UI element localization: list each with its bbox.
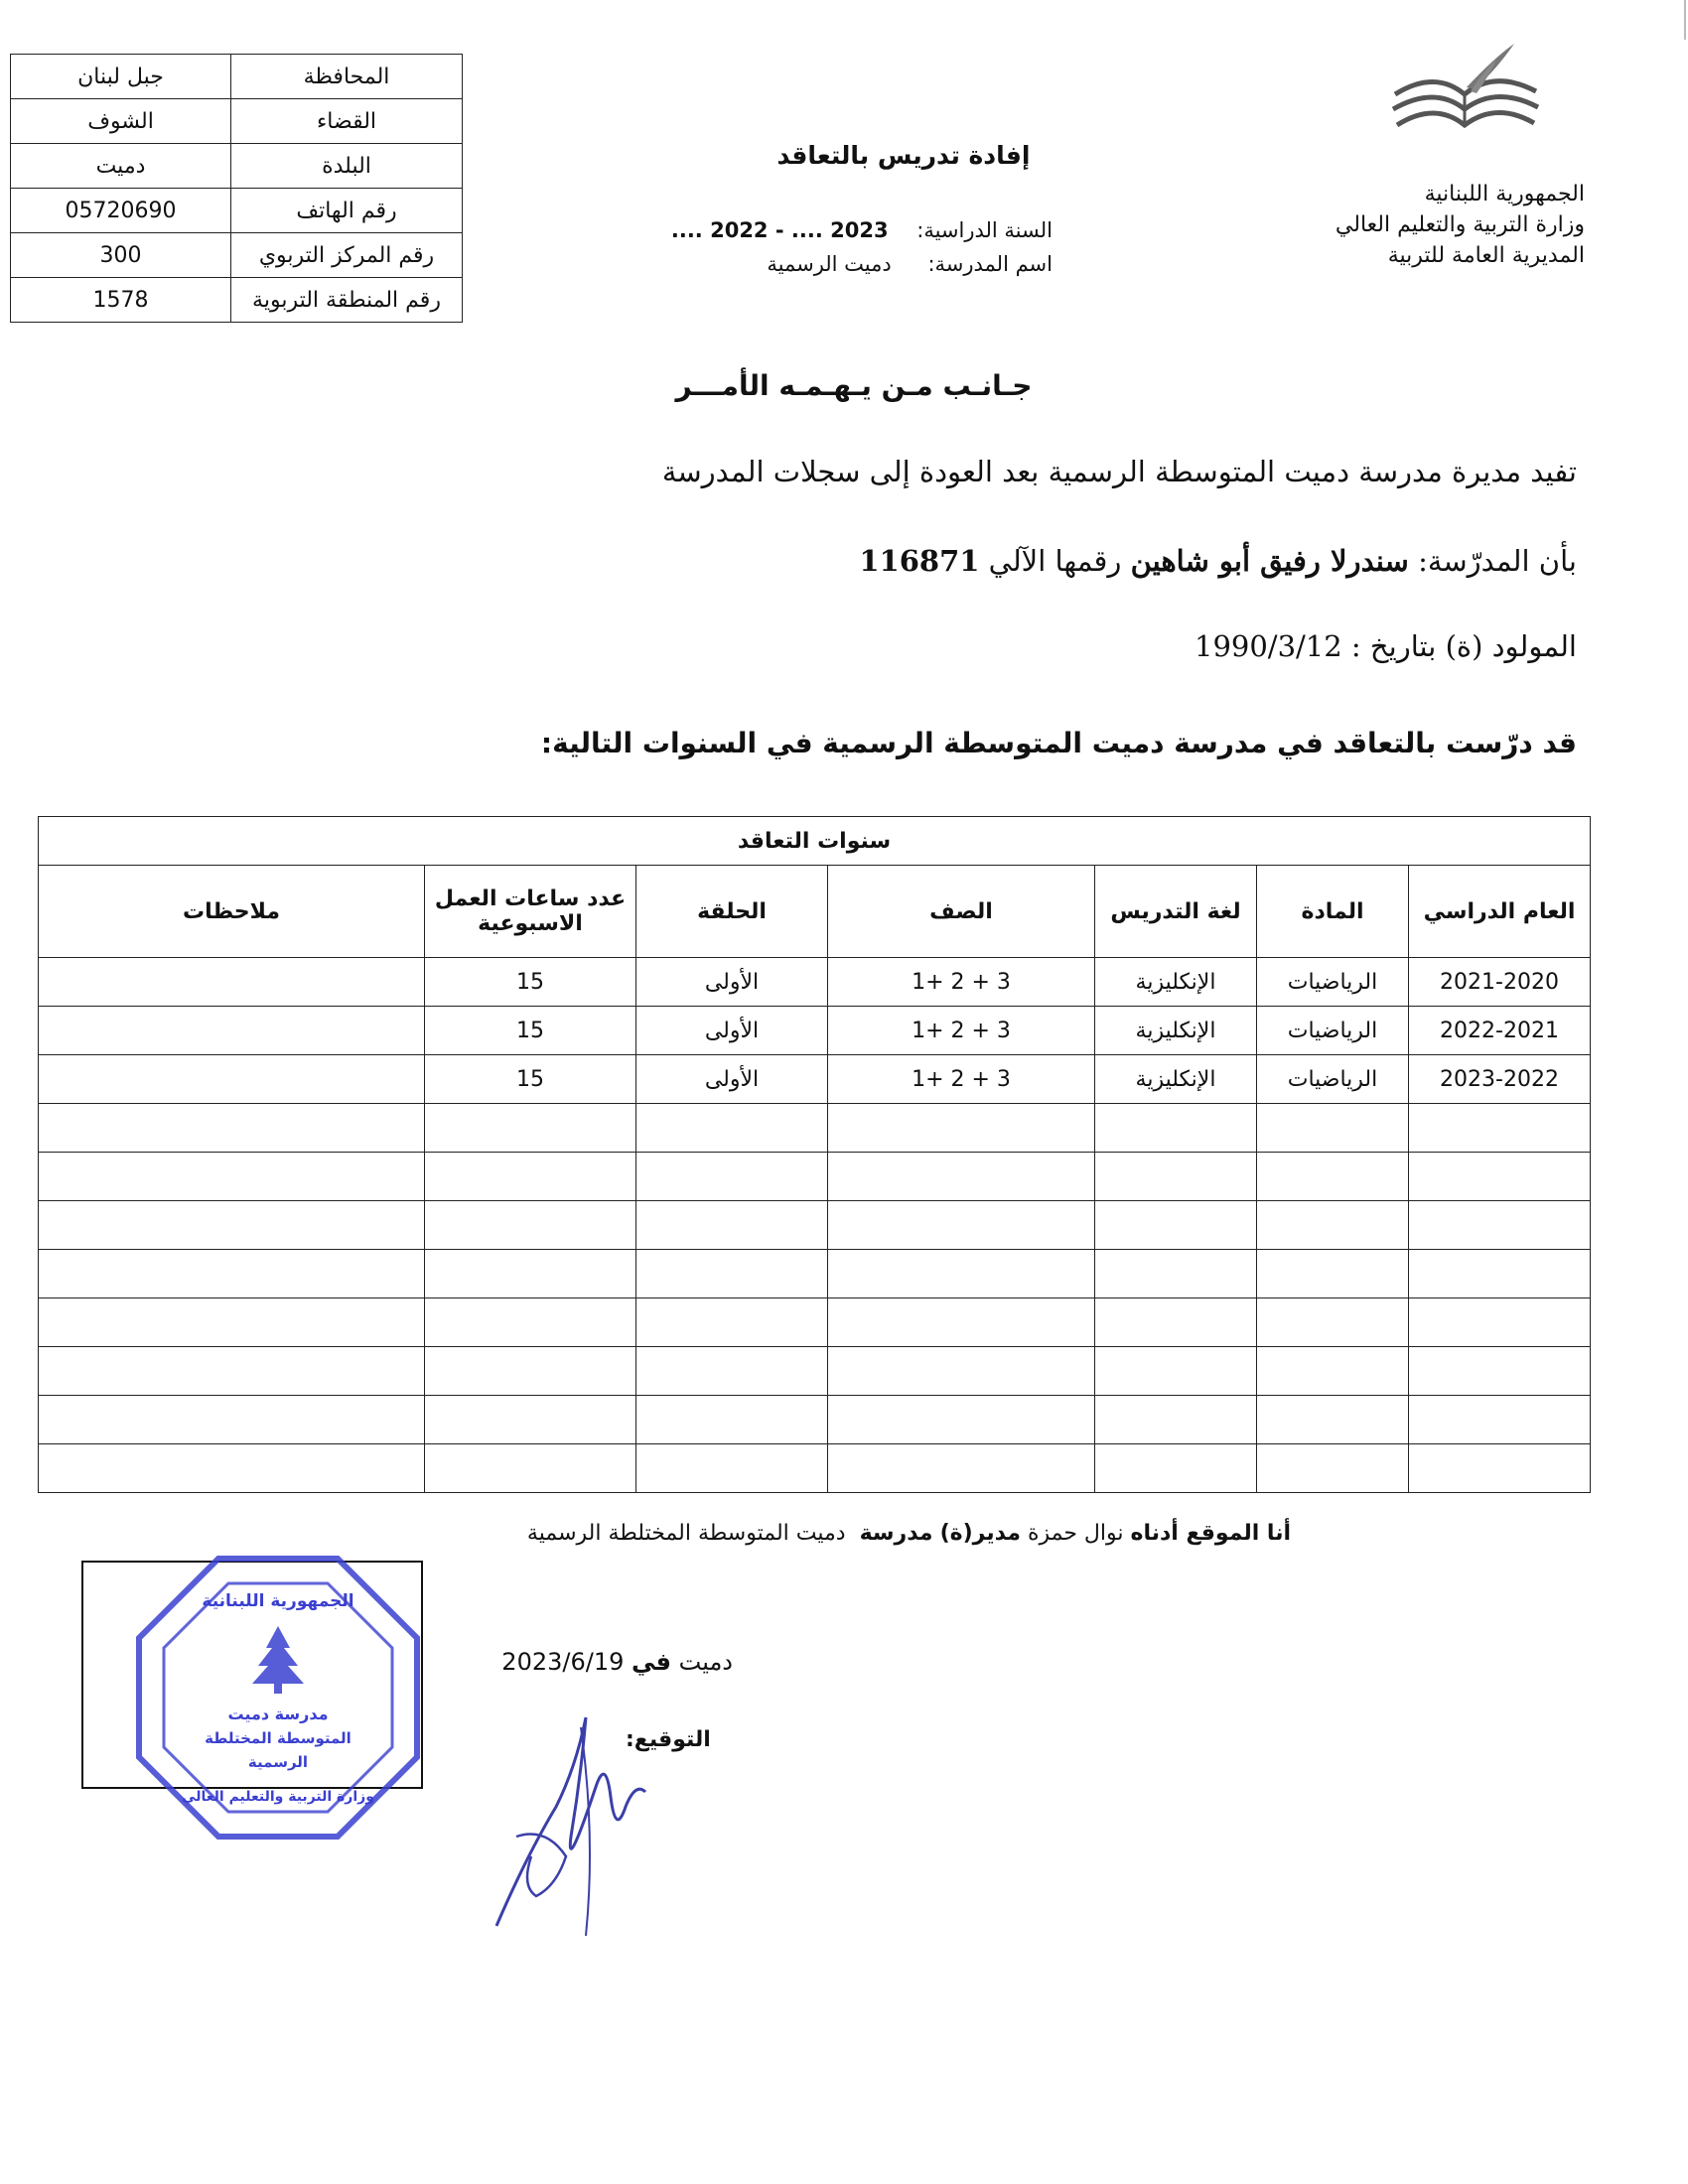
scan-edge (1684, 0, 1686, 40)
table-caption: سنوات التعاقد (39, 817, 1591, 866)
principal-role: مدير(ة) (939, 1521, 1021, 1546)
table-cell: الأولى (636, 958, 828, 1007)
info-label: رقم المنطقة التربوية (231, 278, 463, 323)
table-cell (425, 1104, 636, 1153)
declaration-prefix: أنا الموقع أدناه (1130, 1521, 1291, 1546)
table-cell (39, 1347, 425, 1396)
info-value: جبل لبنان (11, 55, 231, 99)
table-cell (39, 1201, 425, 1250)
info-label: القضاء (231, 99, 463, 144)
table-cell (636, 1250, 828, 1298)
declaration-line (318, 1521, 1291, 1546)
table-cell: 15 (425, 958, 636, 1007)
republic-name: الجمهورية اللبنانية (1424, 182, 1585, 206)
table-cell (828, 1347, 1095, 1396)
table-cell (39, 1104, 425, 1153)
table-cell (636, 1201, 828, 1250)
table-cell: الرياضيات (1257, 1055, 1409, 1104)
empty-table-row (39, 1298, 1591, 1347)
table-cell: 2021-2020 (1409, 958, 1591, 1007)
empty-table-row (39, 1201, 1591, 1250)
stamp-republic: الجمهورية اللبنانية (202, 1591, 354, 1611)
table-cell (39, 1055, 425, 1104)
school-year-value: .... 2022 - .... 2023 (670, 218, 889, 242)
birth-date-line: المولود (ة) بتاريخ : 1990/3/12 (1195, 629, 1577, 663)
table-cell: 2023-2022 (1409, 1055, 1591, 1104)
column-header: العام الدراسي (1409, 866, 1591, 958)
info-row (11, 233, 463, 278)
table-cell (39, 1250, 425, 1298)
column-header: المادة (1257, 866, 1409, 958)
school-year-label: السنة الدراسية: (916, 218, 1053, 242)
place-date-line (475, 1648, 733, 1676)
column-header: عدد ساعات العمل الاسبوعية (425, 866, 636, 958)
info-row (11, 278, 463, 323)
empty-table-row (39, 1396, 1591, 1444)
info-label: المحافظة (231, 55, 463, 99)
table-cell (1095, 1104, 1257, 1153)
table-cell (425, 1153, 636, 1201)
table-cell (1257, 1153, 1409, 1201)
document-title: إفادة تدريس بالتعاقد (776, 141, 1031, 170)
table-cell (1409, 1153, 1591, 1201)
table-cell (636, 1347, 828, 1396)
school-year-line (576, 218, 1053, 242)
stamp-school: مدرسة دميت (227, 1705, 329, 1723)
principal-name: نوال حمزة (1027, 1521, 1124, 1546)
official-stamp-icon (119, 1539, 437, 1856)
table-cell: الإنكليزية (1095, 958, 1257, 1007)
table-cell (1257, 1444, 1409, 1493)
empty-table-row (39, 1444, 1591, 1493)
table-cell: الأولى (636, 1055, 828, 1104)
table-cell (828, 1396, 1095, 1444)
table-cell (828, 1104, 1095, 1153)
table-cell (39, 1396, 425, 1444)
table-cell (828, 1444, 1095, 1493)
table-cell (425, 1201, 636, 1250)
table-row (39, 958, 1591, 1007)
table-cell: الإنكليزية (1095, 1055, 1257, 1104)
table-cell: 15 (425, 1007, 636, 1055)
location-info-table (10, 54, 463, 323)
teacher-line (385, 544, 1577, 578)
info-label: رقم الهاتف (231, 189, 463, 233)
info-row (11, 99, 463, 144)
table-row (39, 1007, 1591, 1055)
stamp-public: الرسمية (247, 1753, 309, 1771)
table-cell (39, 1153, 425, 1201)
table-cell (1095, 1396, 1257, 1444)
table-cell (828, 1298, 1095, 1347)
table-cell: الرياضيات (1257, 1007, 1409, 1055)
info-value: 300 (11, 233, 231, 278)
table-cell (1095, 1298, 1257, 1347)
handwritten-signature-icon (487, 1688, 655, 1936)
table-row (39, 1055, 1591, 1104)
table-cell (425, 1347, 636, 1396)
empty-table-row (39, 1104, 1591, 1153)
taught-years-line: قد درّست بالتعاقد في مدرسة دميت المتوسطة الرسمية في السنوات التالية: (540, 727, 1577, 759)
teacher-id: 116871 (859, 544, 980, 578)
table-cell (1409, 1444, 1591, 1493)
table-cell (1409, 1201, 1591, 1250)
table-cell (1257, 1250, 1409, 1298)
table-cell (1257, 1396, 1409, 1444)
table-cell (1409, 1347, 1591, 1396)
table-cell (1409, 1396, 1591, 1444)
teacher-prefix: بأن المدرّسة: (1418, 544, 1577, 578)
ministry-name: وزارة التربية والتعليم العالي (1335, 212, 1585, 237)
table-cell (636, 1104, 828, 1153)
table-cell: 1+ 2 + 3 (828, 958, 1095, 1007)
column-header: ملاحظات (39, 866, 425, 958)
ministry-header (1227, 179, 1585, 271)
table-cell (425, 1396, 636, 1444)
ministry-book-logo-icon (1385, 40, 1544, 154)
table-cell: 15 (425, 1055, 636, 1104)
table-cell (425, 1298, 636, 1347)
table-cell (828, 1201, 1095, 1250)
teacher-name: سندرلا رفيق أبو شاهين (1130, 544, 1409, 578)
table-cell (425, 1444, 636, 1493)
table-cell: الأولى (636, 1007, 828, 1055)
empty-table-row (39, 1153, 1591, 1201)
school-word: مدرسة (859, 1521, 933, 1546)
intro-paragraph: تفيد مديرة مدرسة دميت المتوسطة الرسمية بعد العودة إلى سجلات المدرسة (661, 455, 1577, 488)
table-cell (1257, 1104, 1409, 1153)
teacher-id-label: رقمها الآلي (988, 544, 1122, 578)
table-cell (828, 1250, 1095, 1298)
column-header: الحلقة (636, 866, 828, 958)
directorate-name: المديرية العامة للتربية (1387, 243, 1585, 268)
info-row (11, 55, 463, 99)
table-cell: 1+ 2 + 3 (828, 1007, 1095, 1055)
table-cell (1409, 1298, 1591, 1347)
column-header: لغة التدريس (1095, 866, 1257, 958)
table-cell: الإنكليزية (1095, 1007, 1257, 1055)
info-value: 05720690 (11, 189, 231, 233)
school-name-value: دميت الرسمية (767, 252, 892, 276)
info-row (11, 189, 463, 233)
signature-label: التوقيع: (626, 1727, 711, 1752)
table-cell: 1+ 2 + 3 (828, 1055, 1095, 1104)
info-value: دميت (11, 144, 231, 189)
school-name-label: اسم المدرسة: (927, 252, 1053, 276)
school-name-line (576, 252, 1053, 276)
info-label: رقم المركز التربوي (231, 233, 463, 278)
table-cell (636, 1396, 828, 1444)
info-label: البلدة (231, 144, 463, 189)
table-cell (1095, 1444, 1257, 1493)
date-word: في (632, 1648, 671, 1676)
table-cell (1095, 1153, 1257, 1201)
table-cell (1095, 1347, 1257, 1396)
column-header: الصف (828, 866, 1095, 958)
table-cell (636, 1153, 828, 1201)
info-value: الشوف (11, 99, 231, 144)
stamp-ministry: وزارة التربية والتعليم العالي (182, 1789, 374, 1805)
stamp-type: المتوسطة المختلطة (205, 1729, 352, 1747)
table-cell (636, 1298, 828, 1347)
table-cell: 2022-2021 (1409, 1007, 1591, 1055)
declaration-school: دميت المتوسطة المختلطة الرسمية (526, 1521, 846, 1546)
table-cell (1257, 1201, 1409, 1250)
table-cell (39, 1298, 425, 1347)
place: دميت (678, 1648, 733, 1676)
table-cell (1409, 1104, 1591, 1153)
table-cell (1095, 1250, 1257, 1298)
table-cell: الرياضيات (1257, 958, 1409, 1007)
table-cell (1095, 1201, 1257, 1250)
info-value: 1578 (11, 278, 231, 323)
table-cell (39, 1444, 425, 1493)
table-cell (39, 1007, 425, 1055)
table-cell (828, 1153, 1095, 1201)
table-cell (1409, 1250, 1591, 1298)
table-cell (636, 1444, 828, 1493)
date: 2023/6/19 (501, 1648, 625, 1676)
empty-table-row (39, 1250, 1591, 1298)
info-row (11, 144, 463, 189)
contract-years-table (38, 816, 1591, 1493)
table-cell (1257, 1298, 1409, 1347)
table-cell (1257, 1347, 1409, 1396)
empty-table-row (39, 1347, 1591, 1396)
addressee-heading: جـانـب مـن يـهـمـه الأمـــر (675, 369, 1033, 402)
table-cell (425, 1250, 636, 1298)
table-cell (39, 958, 425, 1007)
